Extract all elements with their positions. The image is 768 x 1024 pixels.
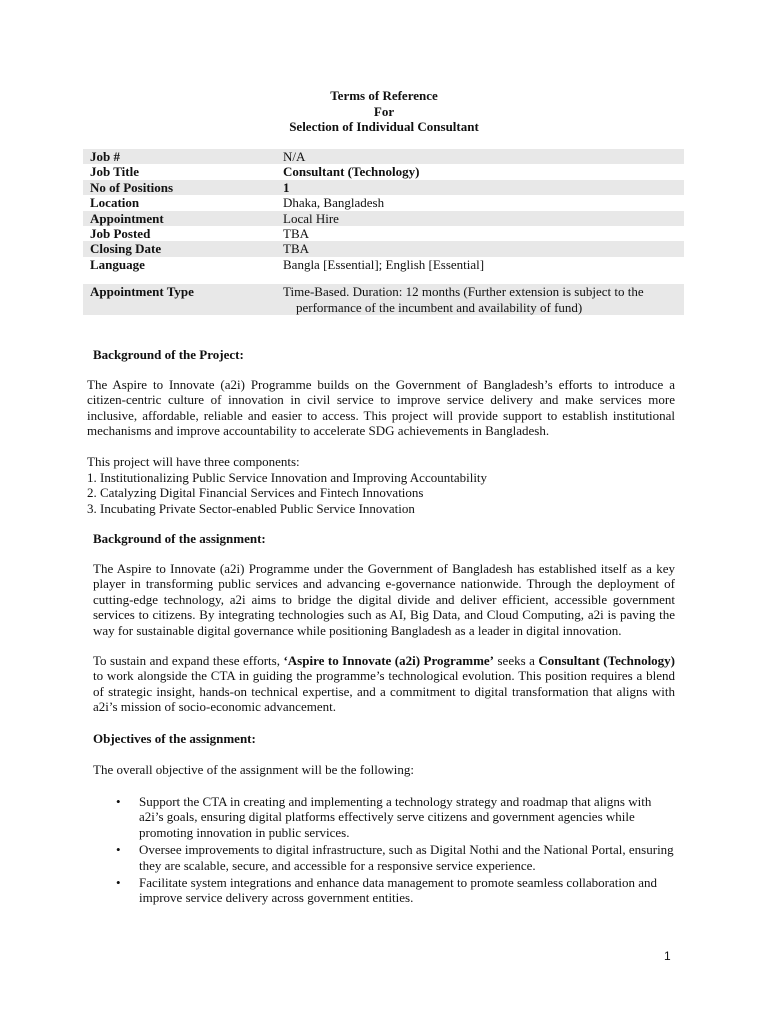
list-item-text: Support the CTA in creating and implementing a technology strategy and roadmap that aligns with a2i’s goals, ensuring digital platforms effectively serve citizens and government agencies while promoting innovation in public services. <box>139 794 652 840</box>
row-label: Location <box>90 195 140 211</box>
page-number: 1 <box>664 949 671 963</box>
text-run: To sustain and expand these efforts, <box>93 653 284 668</box>
bullet-icon: • <box>116 794 121 809</box>
objectives-intro: The overall objective of the assignment will be the following: <box>93 762 414 777</box>
table-row <box>83 180 684 195</box>
row-value-line-1: Time-Based. Duration: 12 months (Further extension is subject to the <box>283 284 644 300</box>
table-row <box>83 195 684 210</box>
row-value: N/A <box>276 149 684 164</box>
row-value: Local Hire <box>276 211 684 226</box>
table-row <box>83 241 684 256</box>
objectives-heading: Objectives of the assignment: <box>93 731 256 746</box>
table-row <box>83 226 684 241</box>
row-label: No of Positions <box>83 180 276 195</box>
row-label: Closing Date <box>83 241 276 256</box>
list-item <box>112 842 678 873</box>
row-value: Dhaka, Bangladesh <box>283 195 385 211</box>
row-label: Job Posted <box>90 226 151 242</box>
table-row <box>83 164 684 179</box>
row-value: Consultant (Technology) <box>283 164 420 180</box>
title-line-2: For <box>373 103 395 119</box>
project-heading: Background of the Project: <box>93 347 244 362</box>
component-item: 3. Incubating Private Sector-enabled Public Service Innovation <box>87 500 415 516</box>
table-row-appointment-type <box>83 284 684 315</box>
list-item <box>112 794 678 840</box>
text-run: to work alongside the CTA in guiding the programme’s technological evolution. This position requires a blend of strategic insight, hands-on technical expertise, and a commitment to digital transformation that aligns with a2i’s mission of socio-economic advancement. <box>93 668 675 715</box>
table-spacer <box>83 272 684 284</box>
document-title <box>0 88 768 135</box>
components-intro: This project will have three components: <box>87 454 300 469</box>
text-run: seeks a <box>494 653 539 668</box>
table-row <box>83 149 684 164</box>
bullet-icon: • <box>116 875 121 891</box>
row-label: Job # <box>83 149 276 164</box>
table-row <box>83 257 684 272</box>
list-item-text: Facilitate system integrations and enhance data management to promote seamless collaboration and improve service delivery across government entities. <box>139 875 658 906</box>
component-item: 1. Institutionalizing Public Service Innovation and Improving Accountability <box>87 469 488 485</box>
row-value: 1 <box>276 180 684 195</box>
consultant-title: Consultant (Technology) <box>538 653 676 668</box>
assignment-paragraph-1: The Aspire to Innovate (a2i) Programme under the Government of Bangladesh has established itself as a key player in transforming public services and advancing e-governance nationwide. Through the deployment of cutting-edge technology, a2i aims to bridge the digital divide and deliver efficient, accessible government services to citizens. By integrating technologies such as AI, Big Data, and Cloud Computing, a2i is paving the way for sustainable digital governance while positioning Bangladesh as a leader in digital innovation. <box>93 561 675 638</box>
project-paragraph: The Aspire to Innovate (a2i) Programme builds on the Government of Bangladesh’s efforts to introduce a citizen-centric culture of innovation in civil service to improve service delivery and make services more inclusive, affordable, reliable and easier to access. This project will provide support to establish institutional mechanisms and improve accountability to accelerate SDG achievements in Bangladesh. <box>87 377 675 439</box>
title-line-3: Selection of Individual Consultant <box>289 119 479 134</box>
title-line-1: Terms of Reference <box>330 88 438 103</box>
assignment-heading: Background of the assignment: <box>93 531 266 546</box>
programme-name: ‘Aspire to Innovate (a2i) Programme’ <box>283 653 495 668</box>
row-label: Appointment <box>83 211 276 226</box>
objectives-list <box>112 794 678 908</box>
list-item-text: Oversee improvements to digital infrastructure, such as Digital Nothi and the National Portal, ensuring they are scalable, secure, and accessible for a responsive service experience. <box>139 842 674 873</box>
row-label: Language <box>90 256 145 272</box>
row-value <box>276 284 684 315</box>
row-label: Job Title <box>90 164 140 180</box>
row-value-line-2: performance of the incumbent and availability of fund) <box>296 299 583 315</box>
job-details-table <box>83 149 684 315</box>
row-value: TBA <box>276 241 684 256</box>
assignment-paragraph-2 <box>93 653 675 715</box>
table-row <box>83 211 684 226</box>
bullet-icon: • <box>116 842 121 858</box>
row-value: TBA <box>283 226 309 242</box>
row-label: Appointment Type <box>83 284 276 315</box>
list-item <box>112 875 678 906</box>
component-item: 2. Catalyzing Digital Financial Services and Fintech Innovations <box>87 485 424 500</box>
row-value: Bangla [Essential]; English [Essential] <box>283 256 485 272</box>
